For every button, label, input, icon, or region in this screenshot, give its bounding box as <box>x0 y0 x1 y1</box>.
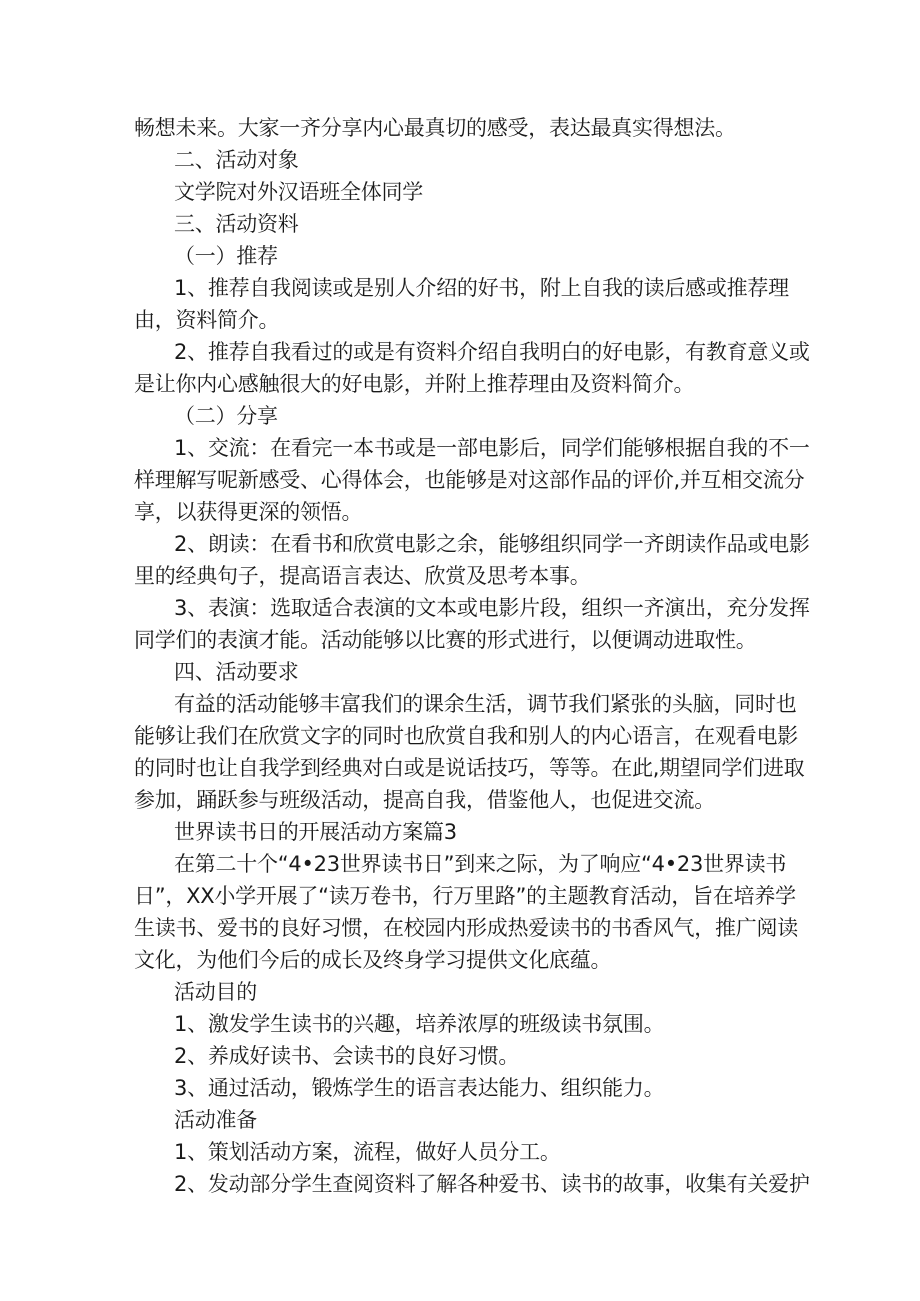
subsection-heading: （二）分享 <box>174 404 278 428</box>
section-heading: 活动准备 <box>174 1108 257 1132</box>
section-heading: 三、活动资料 <box>174 212 299 236</box>
paragraph: 2、推荐自我看过的或是有资料介绍自我明白的好电影，有教育意义或是让你内心感触很大的好电影，并附上推荐理由及资料简介。 <box>134 340 810 396</box>
paragraph: 1、推荐自我阅读或是别人介绍的好书，附上自我的读后感或推荐理由，资料简介。 <box>134 276 789 332</box>
paragraph: 在第二十个“4•23世界读书日”到来之际，为了响应“4•23世界读书日”，XX小学开展了“读万卷书，行万里路”的主题教育活动，旨在培养学生读书、爱书的良好习惯，在校园内形成热爱读书的书香风气，推广阅读文化，为他们今后的成长及终身学习提供文化底蕴。 <box>134 852 798 972</box>
article-title: 世界读书日的开展活动方案篇3 <box>174 820 457 844</box>
section-heading: 二、活动对象 <box>174 148 299 172</box>
list-item: 1、激发学生读书的兴趣，培养浓厚的班级读书氛围。 <box>174 1012 665 1036</box>
list-item: 2、养成好读书、会读书的良好习惯。 <box>174 1044 520 1068</box>
paragraph: 畅想未来。大家一齐分享内心最真切的感受，表达最真实得想法。 <box>134 116 736 140</box>
document-body <box>134 112 810 1200</box>
paragraph: 1、交流：在看完一本书或是一部电影后，同学们能够根据自我的不一样理解写呢新感受、心得体会，也能够是对这部作品的评价,并互相交流分享，以获得更深的领悟。 <box>134 436 810 524</box>
section-heading: 活动目的 <box>174 980 257 1004</box>
list-item: 3、通过活动，锻炼学生的语言表达能力、组织能力。 <box>174 1076 665 1100</box>
subsection-heading: （一）推荐 <box>174 244 278 268</box>
list-item: 2、发动部分学生查阅资料了解各种爱书、读书的故事，收集有关爱护 <box>174 1172 810 1196</box>
paragraph: 有益的活动能够丰富我们的课余生活，调节我们紧张的头脑，同时也能够让我们在欣赏文字的同时也欣赏自我和别人的内心语言，在观看电影的同时也让自我学到经典对白或是说话技巧，等等。在此,期望同学们进取参加，踊跃参与班级活动，提高自我，借鉴他人，也促进交流。 <box>134 692 805 812</box>
paragraph: 2、朗读：在看书和欣赏电影之余，能够组织同学一齐朗读作品或电影里的经典句子，提高语言表达、欣赏及思考本事。 <box>134 532 810 588</box>
paragraph: 3、表演：选取适合表演的文本或电影片段，组织一齐演出，充分发挥同学们的表演才能。活动能够以比赛的形式进行，以便调动进取性。 <box>134 596 810 652</box>
section-heading: 四、活动要求 <box>174 660 299 684</box>
paragraph: 文学院对外汉语班全体同学 <box>174 180 423 204</box>
list-item: 1、策划活动方案，流程，做好人员分工。 <box>174 1140 561 1164</box>
